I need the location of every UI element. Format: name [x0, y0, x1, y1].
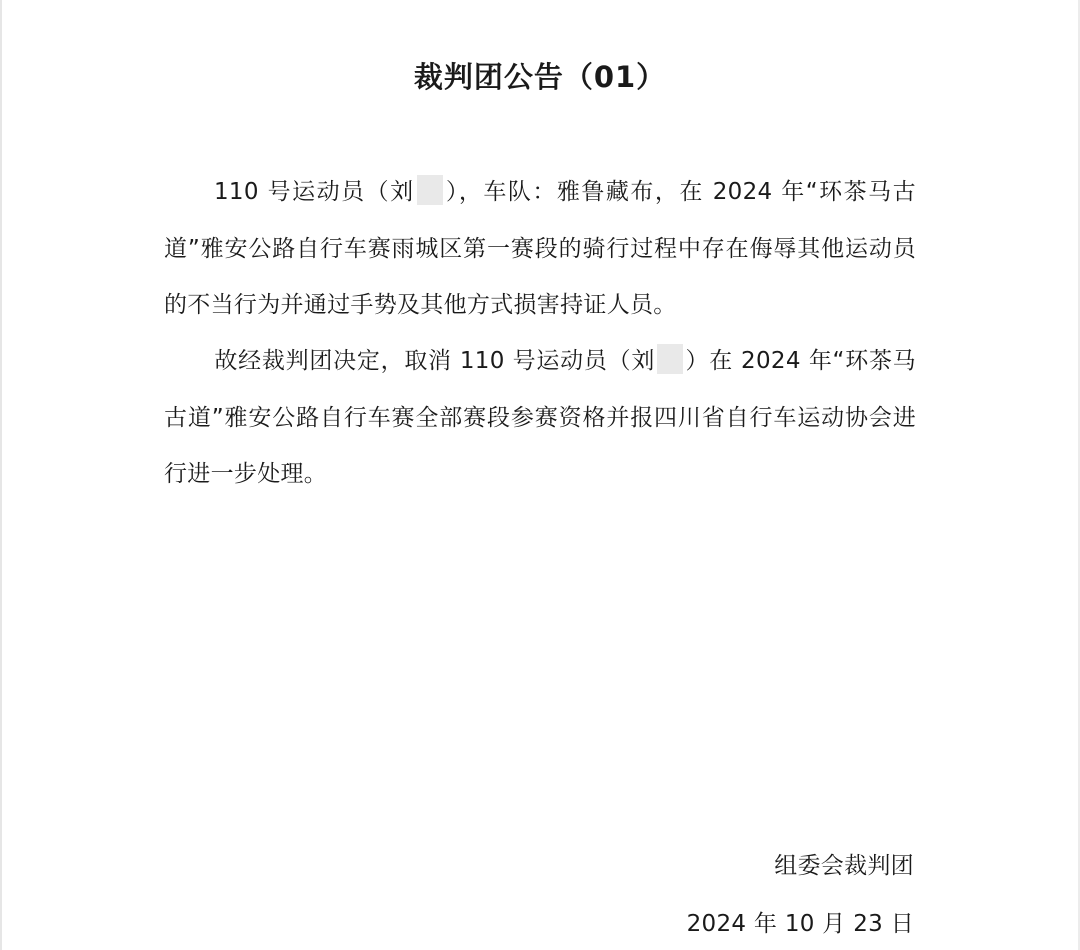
notice-paragraph-1	[164, 164, 916, 334]
paragraph-2-text-start: 故经裁判团决定，取消 110 号运动员（刘	[214, 348, 656, 374]
page-left-border	[0, 0, 2, 950]
redacted-name-block	[657, 344, 683, 374]
paragraph-2-text-end: ）在 2024 年“环茶马古道”雅安公路自行车赛全部赛段参赛资格并报四川省自行车运动协会进行进一步处理。	[164, 348, 916, 487]
signature-organization: 组委会裁判团	[774, 853, 914, 879]
signature-date: 2024 年 10 月 23 日	[686, 911, 914, 937]
paragraph-1-text-start: 110 号运动员（刘	[214, 179, 415, 205]
notice-paragraph-2	[164, 333, 916, 503]
redacted-name-block	[417, 175, 443, 205]
paragraph-1-text-end: ），车队：雅鲁藏布，在 2024 年“环茶马古道”雅安公路自行车赛雨城区第一赛段的骑行过程中存在侮辱其他运动员的不当行为并通过手势及其他方式损害持证人员。	[164, 179, 916, 318]
notice-title: 裁判团公告（01）	[413, 60, 667, 94]
